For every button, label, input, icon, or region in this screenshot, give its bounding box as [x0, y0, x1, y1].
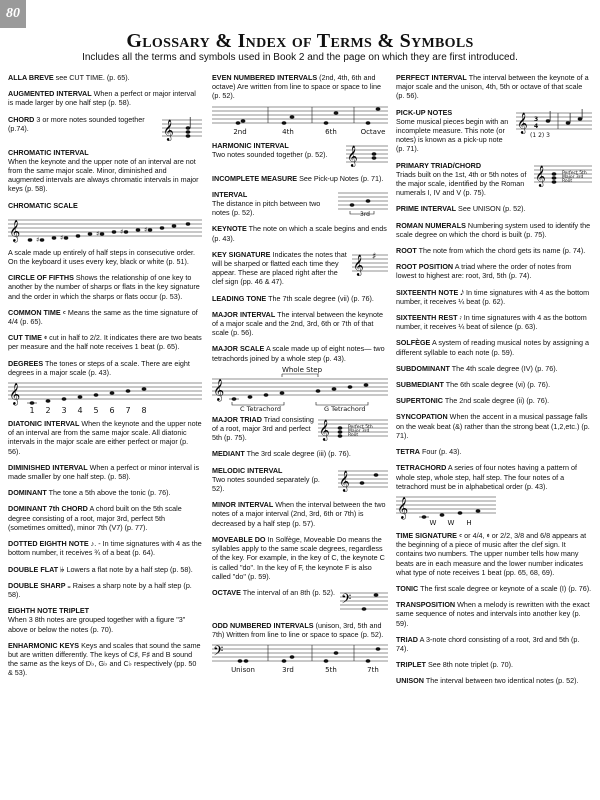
entry-text: The 3rd scale degree (iii) (p. 76). [246, 449, 351, 459]
glossary-column-2 [212, 73, 388, 679]
entry-text: The note on which a scale begins and ends (p. 43). [212, 224, 387, 243]
triad-label: Major 3rd [348, 428, 370, 434]
entry-text: When the interval between the two notes of a major interval (2nd, 3rd, 6th or 7th) is decreased by a half step (p. 57). [212, 500, 386, 528]
entry-term: EIGHTH NOTE TRIPLET [8, 606, 90, 616]
entry-text: The note from which the chord gets its name (p. 74). [418, 246, 586, 256]
entry-text: Shows the relationship of one key to another by the number of sharps or flats in the key signature and the order in which the sharps or flats occur (p. 53). [8, 273, 200, 301]
entry-term: ROMAN NUMERALS [396, 220, 466, 230]
glossary-entry [8, 89, 202, 107]
entry-term: TRANSPOSITION [396, 600, 456, 610]
entry-term: AUGMENTED INTERVAL [8, 89, 92, 99]
interval-label: 3rd [282, 666, 294, 675]
glossary-entry [8, 488, 202, 497]
glossary-entry [396, 676, 592, 685]
entry-text: 𝄿 In time signatures with 4 as the bottom number, it receives ¼ beat of silence (p. 63). [396, 313, 587, 332]
entry-term: ENHARMONIC KEYS [8, 640, 80, 650]
entry-term: TETRA [396, 447, 420, 457]
svg-text:𝄞: 𝄞 [339, 470, 350, 492]
glossary-entry [396, 313, 592, 331]
tetrachord-staff [396, 493, 496, 527]
entry-text: When the keynote and the upper note of an interval are from the same major scale. All diatonic intervals in the major scale are either perfect or major (p. 56). [8, 419, 202, 456]
entry-text: 𝄴 or 4/4, 𝄵 or 2/2, 3/8 and 6/8 appears at the beginning of a piece of music after the clef sign. It contains two numbers. The upper number tells how many beats are in each measure and the lower number indicates what type of note receives 1 beat (pp. 65, 68, 69). [396, 530, 587, 577]
entry-text: (unison, 3rd, 5th and 7th) Written from line to line or space to space (p. 52). [212, 620, 384, 640]
melodic-interval-staff [338, 466, 388, 492]
major-triad-staff [318, 415, 388, 441]
entry-text: 3 or more notes sounded together (p.74). [8, 114, 145, 133]
entry-text: The interval between the keynote of a major scale and the unison, 4th, 5th or octave of that scale (p. 56). [396, 73, 589, 101]
entry-text: In Solfège, Moveable Do means the syllables apply to the same scale degrees, regardless of the key. For example, in the key of C, the keynote C is called "do". In the key of F, the keynote F is also called "do" (p. 59). [212, 534, 385, 581]
entry-text: 𝄵 cut in half to 2/2. It indicates there are two beats per measure and the half note receives 1 beat (p. 65). [8, 333, 202, 352]
entry-text: A triad where the order of notes from lowest to highest are: root, 3rd, 5th (p. 74). [396, 262, 572, 281]
entry-text: 𝅘𝅥𝅯 In time signatures with 4 as the bottom number, it receives ¼ beat (p. 62). [396, 287, 590, 306]
svg-text:♯: ♯ [144, 225, 148, 234]
interval-label: 4th [282, 127, 294, 136]
glossary-entry [396, 396, 592, 405]
svg-text:𝄞: 𝄞 [213, 378, 225, 401]
glossary-entry [396, 380, 592, 389]
harmonic-interval-staff [346, 141, 388, 167]
octave-staff [340, 588, 388, 614]
entry-text: The 6th scale degree (vi) (p. 76). [445, 380, 551, 390]
entry-term: COMMON TIME [8, 307, 61, 317]
svg-text:𝄞: 𝄞 [319, 419, 330, 441]
svg-text:𝄢: 𝄢 [213, 643, 224, 663]
entry-text: The tones or steps of a scale. There are eight degrees in a major scale (p. 43). [8, 358, 190, 377]
entry-text: Some musical pieces begin with an incomplete measure. This note (or notes) is known as a pick-up note (p. 71). [396, 116, 509, 154]
entry-term: DOTTED EIGHTH NOTE [8, 539, 89, 549]
glossary-entry [8, 581, 202, 599]
entry-text: Two notes sounded separately (p. 52). [212, 474, 320, 494]
entry-text: When the keynote and the upper note of an interval are not from the same major scale. Minor, diminished and augmented intervals are always chromatic intervals in major keys (p. 58). [8, 156, 199, 194]
entry-term: ROOT POSITION [396, 262, 454, 272]
glossary-entry [396, 600, 592, 628]
interval-label: 5th [325, 666, 337, 675]
entry-text: 𝄫 Lowers a flat note by a half step (p. 58). [60, 564, 193, 574]
entry-text: Four (p. 43). [421, 447, 462, 457]
entry-text: See UNISON (p. 52). [458, 204, 526, 214]
entry-text: The 4th scale degree (IV) (p. 76). [451, 363, 558, 373]
entry-term: DIATONIC INTERVAL [8, 419, 80, 429]
glossary-column-3 [396, 73, 592, 693]
degree-label: 3 [61, 406, 67, 416]
interval-label: 2nd [233, 127, 247, 136]
glossary-entry [396, 161, 592, 198]
svg-text:𝄞: 𝄞 [535, 165, 546, 187]
degree-label: 6 [109, 406, 115, 416]
glossary-entry [212, 588, 388, 614]
chord-staff-illustration [162, 115, 202, 141]
glossary-entry [8, 504, 202, 532]
interval-label: 6th [325, 127, 337, 136]
entry-text: When 3 8th notes are grouped together with a figure "3" above or below the notes (p. 70). [8, 615, 186, 634]
entry-text: See Pick-up Notes (p. 71). [299, 173, 384, 183]
triad-label: Root [348, 432, 359, 438]
entry-term: DOUBLE FLAT [8, 564, 59, 574]
entry-text: The 7th scale degree (vii) (p. 76). [268, 293, 374, 303]
glossary-entry [212, 190, 388, 218]
svg-text:♯: ♯ [96, 229, 100, 238]
glossary-entry [8, 641, 202, 678]
glossary-entry [212, 415, 388, 443]
glossary-entry [212, 535, 388, 581]
entry-term: CHROMATIC INTERVAL [8, 147, 89, 157]
entry-term: KEY SIGNATURE [212, 249, 271, 259]
entry-term: MINOR INTERVAL [212, 500, 274, 510]
entry-term: PERFECT INTERVAL [396, 73, 467, 82]
glossary-entry [8, 359, 202, 377]
glossary-entry [396, 660, 592, 669]
glossary-entry [8, 115, 202, 141]
interval-label: Unison [231, 666, 255, 675]
entry-text: A series of four notes having a pattern of whole step, whole step, half step. The four notes of a tetrachord must be in alphabetical order (p. 43). [396, 463, 577, 491]
glossary-entry [212, 294, 388, 303]
entry-term: ROOT [396, 246, 417, 256]
glossary-entry [8, 201, 202, 210]
glossary-entry [8, 565, 202, 574]
entry-term: EVEN NUMBERED INTERVALS [212, 73, 318, 82]
entry-text: ♪. - In time signatures with 4 as the bottom number, it receives ¾ of a beat (p. 64). [8, 539, 202, 558]
triad-label: Perfect 5th [348, 424, 373, 430]
entry-term: KEYNOTE [212, 224, 247, 234]
triad-label: Perfect 5th [562, 170, 587, 176]
degree-label: 5 [93, 406, 99, 416]
glossary-entry [396, 364, 592, 373]
entry-term: DIMINISHED INTERVAL [8, 462, 88, 472]
interval-staff [338, 190, 388, 216]
entry-term: ALLA BREVE [8, 73, 54, 82]
entry-term: HARMONIC INTERVAL [212, 140, 289, 150]
svg-text:𝄞: 𝄞 [353, 254, 364, 276]
entry-term: SYNCOPATION [396, 412, 448, 422]
step-label: W [429, 518, 437, 527]
entry-text: The 2nd scale degree (ii) (p. 76). [444, 396, 550, 406]
step-label: W [447, 518, 455, 527]
entry-text: Two notes sounded together (p. 52). [212, 149, 328, 159]
entry-term: SUBDOMINANT [396, 363, 450, 373]
entry-text: A 3-note chord consisting of a root, 3rd and 5th (p. 74). [396, 634, 580, 653]
glossary-entry [212, 621, 388, 639]
entry-term: LEADING TONE [212, 293, 267, 303]
glossary-entry [212, 73, 388, 101]
degrees-staff [8, 379, 202, 415]
glossary-column-1 [8, 73, 202, 685]
entry-text: A chord built on the 5th scale degree consisting of a root, major 3rd, perfect 5th (sometimes omitted), minor 7th (V7) (p. 77). [8, 504, 182, 532]
entry-term: MEDIANT [212, 449, 245, 459]
pickup-notes-staff [516, 108, 592, 138]
entry-term: DOMINANT 7th CHORD [8, 504, 88, 514]
entry-text: When a perfect or major interval is made larger by one half step (p. 58). [8, 89, 196, 108]
glossary-entry [396, 584, 592, 593]
entry-text: The tone a 5th above the tonic (p. 76). [48, 488, 171, 498]
glossary-entry [396, 531, 592, 577]
glossary-entry [396, 73, 592, 101]
glossary-entry [396, 447, 592, 456]
entry-term: PICK-UP NOTES [396, 107, 453, 117]
svg-text:𝄢: 𝄢 [341, 590, 352, 610]
svg-text:𝄞: 𝄞 [9, 219, 21, 242]
entry-text: The distance in pitch between two notes (p. 52). [212, 199, 321, 218]
glossary-entry [396, 412, 592, 440]
glossary-entry [8, 539, 202, 557]
glossary-entry [212, 224, 388, 242]
entry-text: Triad consisting of a root, major 3rd and perfect 5th (p. 75). [212, 414, 314, 443]
entry-text: see CUT TIME. (p. 65). [55, 73, 130, 82]
entry-term: MOVEABLE DO [212, 534, 266, 544]
entry-text: The interval of an 8th (p. 52). [242, 587, 336, 597]
degree-label: 1 [29, 406, 35, 416]
entry-term: CHROMATIC SCALE [8, 200, 78, 210]
entry-term: DOMINANT [8, 488, 47, 498]
chromatic-scale-staff [8, 212, 202, 244]
degree-label: 7 [125, 406, 131, 416]
primary-triad-staff [534, 161, 592, 187]
interval-label: Octave [360, 127, 386, 136]
interval-label: 3rd [360, 210, 370, 216]
whole-step-label: Whole Step [282, 365, 323, 374]
glossary-entry [8, 148, 202, 194]
svg-text:𝄞: 𝄞 [9, 383, 21, 406]
entry-term: CIRCLE OF FIFTHS [8, 273, 74, 283]
entry-text: When a melody is rewritten with the exact same sequence of notes and intervals into another key (p. 59). [396, 600, 590, 628]
glossary-entry [396, 463, 592, 491]
entry-text: When a perfect or minor interval is made smaller by one half step. (p. 58). [8, 462, 200, 482]
entry-term: MAJOR SCALE [212, 344, 265, 354]
entry-text: A scale made up of eight notes— two tetrachords joined by a whole step (p. 43). [212, 344, 385, 363]
glossary-entry [396, 221, 592, 239]
entry-text: The interval between the keynote of a major scale and the 2nd, 3rd, 6th or 7th of that scale (p. 56). [212, 309, 383, 338]
key-signature-staff [352, 250, 388, 276]
entry-text: Keys and scales that sound the same but are written differently. The keys of C♯, F♯ and B sound the same as the keys of D♭, G♭ and C♭ respectively (pp. 50 & 53). [8, 640, 201, 678]
entry-term: MAJOR INTERVAL [212, 309, 276, 319]
entry-term: PRIME INTERVAL [396, 204, 457, 214]
entry-text: 𝄴 Means the same as the time signature of 4/4 (p. 65). [8, 307, 198, 327]
entry-term: SOLFÈGE [396, 338, 431, 348]
entry-text: See 8th note triplet (p. 70). [427, 660, 514, 670]
page-number: 80 [0, 0, 26, 28]
glossary-entry [212, 310, 388, 338]
glossary-entry [212, 449, 388, 458]
entry-text: (2nd, 4th, 6th and octave) Are written from line to space or space to line (p. 52). [212, 73, 381, 101]
glossary-entry [396, 246, 592, 255]
entry-term: CHORD [8, 114, 35, 124]
entry-term: DOUBLE SHARP [8, 580, 66, 590]
glossary-entry [212, 174, 388, 183]
triad-label: Root [562, 178, 573, 184]
interval-label: 7th [367, 666, 379, 675]
svg-text:3: 3 [534, 115, 539, 123]
glossary-entry [396, 204, 592, 213]
entry-term: TRIAD [396, 634, 418, 644]
entry-term: MAJOR TRIAD [212, 414, 262, 424]
major-scale-staff [212, 365, 388, 411]
entry-term: INCOMPLETE MEASURE [212, 173, 298, 183]
entry-text: A system of reading musical notes by assigning a different syllable to each note (p. 59). [396, 338, 589, 357]
triad-label: Major 3rd [562, 174, 584, 180]
step-label: H [466, 518, 472, 527]
glossary-entry [8, 248, 202, 266]
glossary-entry [8, 333, 202, 351]
entry-text: When the accent in a musical passage falls on the weak beat (&) rather than the strong beat (1,2,etc.) (p. 71). [396, 412, 590, 440]
entry-text: Triads built on the 1st, 4th or 5th notes of the major scale, identified by the Roman numerals I, IV and V (p. 75). [396, 169, 527, 198]
svg-text:4: 4 [534, 122, 539, 130]
entry-term: SUBMEDIANT [396, 380, 444, 390]
entry-term: ODD NUMBERED INTERVALS [212, 620, 314, 630]
entry-term: MELODIC INTERVAL [212, 465, 283, 475]
entry-term: UNISON [396, 676, 424, 686]
page-title: Glossary & Index of Terms & Symbols [126, 30, 474, 52]
glossary-entry [396, 262, 592, 280]
svg-text:♯: ♯ [36, 235, 40, 244]
pickup-counts: (1 2) 3 [530, 131, 550, 138]
glossary-entry [8, 308, 202, 326]
entry-term: DEGREES [8, 358, 44, 368]
glossary-entry [212, 344, 388, 362]
svg-text:𝄞: 𝄞 [397, 496, 409, 519]
entry-term: TRIPLET [396, 660, 426, 670]
glossary-entry [8, 73, 202, 82]
svg-text:♯: ♯ [372, 251, 377, 262]
glossary-entry [8, 606, 202, 634]
glossary-entry [396, 108, 592, 154]
glossary-entry [396, 635, 592, 653]
glossary-entry [8, 463, 202, 481]
svg-text:♯: ♯ [120, 227, 124, 236]
entry-term: OCTAVE [212, 587, 241, 597]
entry-term: SIXTEENTH NOTE [396, 287, 459, 297]
svg-text:𝄞: 𝄞 [163, 119, 174, 141]
entry-term: TETRACHORD [396, 463, 447, 473]
entry-text: Indicates the notes that will be sharped or flatted each time they appear. These are placed right after the clef sign (pp. 46 & 47). [212, 249, 347, 287]
entry-text: 𝄪 Raises a sharp note by a half step (p. 58). [8, 580, 192, 599]
degree-label: 4 [77, 406, 83, 416]
entry-text: A scale made up entirely of half steps in consecutive order. On the keyboard it uses every key, black or white (p. 51). [8, 247, 195, 267]
tetrachord-label: C Tetrachord [240, 404, 282, 411]
glossary-entry [212, 500, 388, 528]
svg-text:𝄞: 𝄞 [517, 112, 528, 134]
glossary-entry [396, 338, 592, 356]
tetrachord-label: G Tetrachord [324, 404, 366, 411]
svg-text:♯: ♯ [60, 233, 64, 242]
entry-term: INTERVAL [212, 189, 248, 199]
svg-text:𝄞: 𝄞 [347, 145, 358, 167]
entry-term: SIXTEENTH REST [396, 313, 458, 323]
entry-text: The first scale degree or keynote of a scale (I) (p. 76). [420, 583, 592, 593]
glossary-entry [396, 288, 592, 306]
glossary-entry [8, 419, 202, 456]
entry-term: PRIMARY TRIAD/CHORD [396, 160, 482, 170]
page-subtitle: Includes all the terms and symbols used in Book 2 and the page on which they are first introduced. [82, 52, 518, 63]
degree-label: 2 [45, 406, 51, 416]
glossary-entry [212, 141, 388, 167]
odd-intervals-staff [212, 641, 388, 675]
entry-term: TONIC [396, 583, 419, 593]
entry-term: TIME SIGNATURE [396, 530, 457, 540]
degree-label: 8 [141, 406, 147, 416]
glossary-entry [212, 466, 388, 494]
glossary-entry [8, 273, 202, 301]
glossary-entry [212, 250, 388, 287]
entry-text: Numbering system used to identify the scale degree on which the chord is built (p. 75). [396, 220, 591, 239]
entry-term: CUT TIME [8, 333, 42, 343]
entry-text: The interval between two identical notes (p. 52). [425, 676, 579, 686]
entry-term: SUPERTONIC [396, 396, 443, 406]
even-intervals-staff [212, 103, 388, 137]
